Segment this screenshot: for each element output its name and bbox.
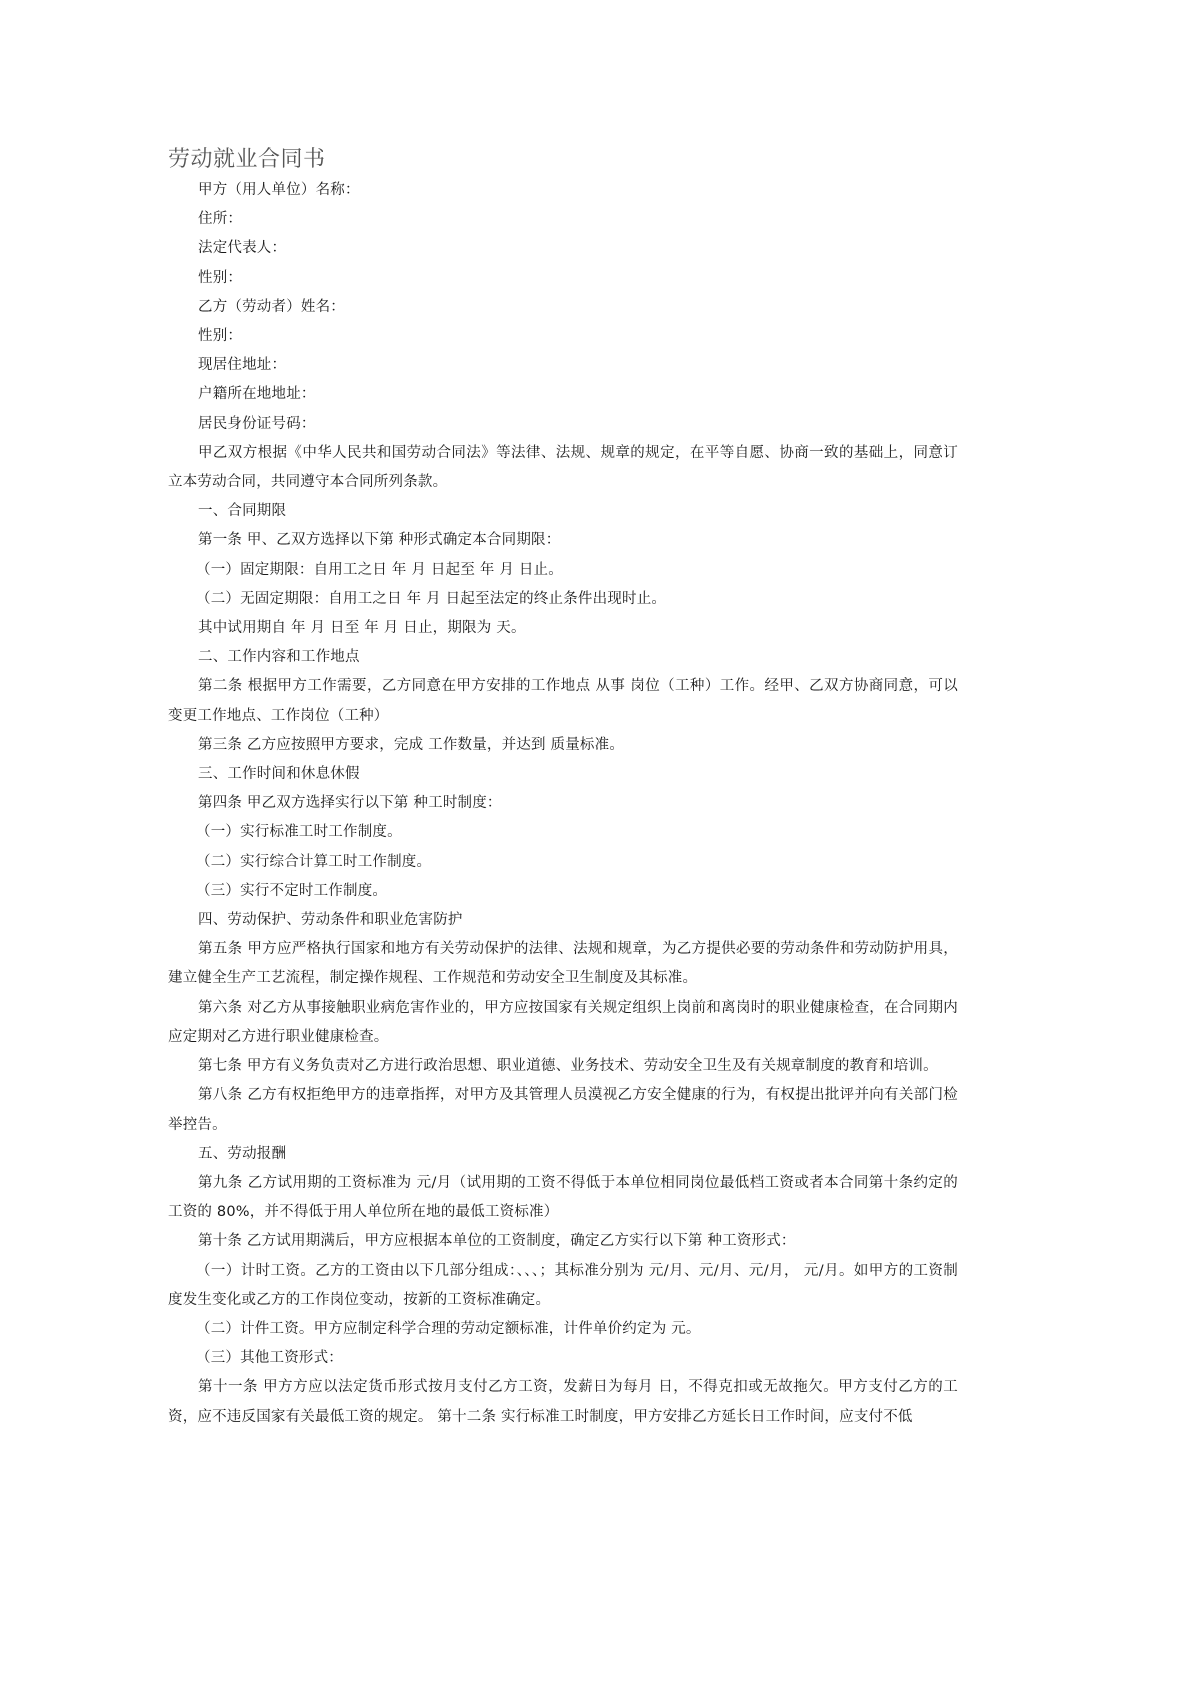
article-paragraph: 第九条 乙方试用期的工资标准为 元/月（试用期的工资不得低于本单位相同岗位最低档工资或者本合同第十条约定的工资的 80%，并不得低于用人单位所在地的最低工资标准） — [168, 1174, 958, 1221]
article-item: （二）实行综合计算工时工作制度。 — [196, 853, 432, 870]
section-heading: 五、劳动报酬 — [198, 1145, 287, 1162]
party-a-address: 住所： — [198, 211, 243, 228]
article-paragraph: 第五条 甲方应严格执行国家和地方有关劳动保护的法律、法规和规章，为乙方提供必要的劳动条件和劳动防护用具，建立健全生产工艺流程，制定操作规程、工作规范和劳动安全卫生制度及其标准。 — [168, 941, 958, 987]
legal-representative: 法定代表人： — [198, 240, 287, 257]
article-item: （一）实行标准工时工作制度。 — [196, 824, 402, 841]
article-item: （一）固定期限：自用工之日 年 月 日起至 年 月 日止。 — [196, 561, 563, 578]
article-paragraph: 第十一条 甲方方应以法定货币形式按月支付乙方工资，发薪日为每月 日，不得克扣或无故拖欠。甲方支付乙方的工资，应不违反国家有关最低工资的规定。 第十二条 实行标准工时制度，甲方安排乙方延长日工作时间，应支付不低 — [168, 1379, 958, 1425]
section-heading: 三、工作时间和休息休假 — [198, 766, 360, 783]
article-paragraph: 第三条 乙方应按照甲方要求，完成 工作数量，并达到 质量标准。 — [198, 736, 625, 753]
section-heading: 四、劳动保护、劳动条件和职业危害防护 — [198, 912, 463, 929]
party-b-name: 乙方（劳动者）姓名： — [198, 298, 345, 315]
article-paragraph: 第八条 乙方有权拒绝甲方的违章指挥，对甲方及其管理人员漠视乙方安全健康的行为，有权提出批评并向有关部门检举控告。 — [168, 1087, 958, 1133]
document-page — [168, 146, 958, 1432]
current-address: 现居住地址： — [198, 357, 287, 374]
preamble: 甲乙双方根据《中华人民共和国劳动合同法》等法律、法规、规章的规定，在平等自愿、协商一致的基础上，同意订立本劳动合同，共同遵守本合同所列条款。 — [168, 444, 958, 491]
article-paragraph: 第四条 甲乙双方选择实行以下第 种工时制度： — [198, 795, 502, 812]
document-body — [168, 176, 958, 1432]
article-paragraph: 第六条 对乙方从事接触职业病危害作业的，甲方应按国家有关规定组织上岗前和离岗时的职业健康检查，在合同期内应定期对乙方进行职业健康检查。 — [168, 999, 958, 1045]
article-item: （二）计件工资。甲方应制定科学合理的劳动定额标准，计件单价约定为 元。 — [196, 1320, 701, 1337]
article-paragraph: 其中试用期自 年 月 日至 年 月 日止，期限为 天。 — [198, 620, 526, 637]
article-paragraph: 第一条 甲、乙双方选择以下第 种形式确定本合同期限： — [198, 532, 561, 549]
party-a-name: 甲方（用人单位）名称： — [198, 182, 360, 198]
representative-gender: 性别： — [198, 269, 243, 286]
article-paragraph: 第七条 甲方有义务负责对乙方进行政治思想、职业道德、业务技术、劳动安全卫生及有关规章制度的教育和培训。 — [198, 1058, 938, 1075]
article-item: （三）其他工资形式： — [196, 1350, 343, 1367]
section-heading: 二、工作内容和工作地点 — [198, 649, 360, 666]
document-title: 劳动就业合同书 — [168, 147, 326, 172]
id-number: 居民身份证号码： — [198, 415, 316, 432]
article-item: （二）无固定期限：自用工之日 年 月 日起至法定的终止条件出现时止。 — [196, 590, 667, 607]
household-address: 户籍所在地地址： — [198, 386, 316, 403]
article-item: （三）实行不定时工作制度。 — [196, 882, 388, 899]
article-item: （一）计时工资。乙方的工资由以下几部分组成：、、、；其标准分别为 元/月、元/月、元/月， 元/月。如甲方的工资制度发生变化或乙方的工作岗位变动，按新的工资标准确定。 — [168, 1262, 958, 1308]
party-b-gender: 性别： — [198, 328, 243, 345]
section-heading: 一、合同期限 — [198, 503, 287, 520]
article-paragraph: 第二条 根据甲方工作需要，乙方同意在甲方安排的工作地点 从事 岗位（工种）工作。经甲、乙双方协商同意，可以变更工作地点、工作岗位（工种） — [168, 678, 958, 724]
article-paragraph: 第十条 乙方试用期满后，甲方应根据本单位的工资制度，确定乙方实行以下第 种工资形式： — [198, 1233, 796, 1250]
